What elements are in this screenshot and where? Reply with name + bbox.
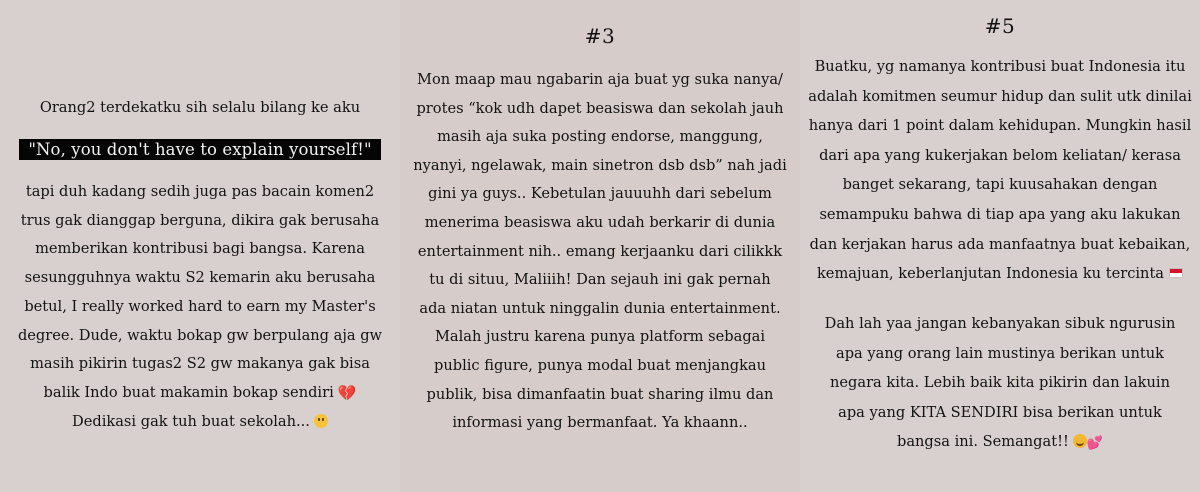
story-panel-1: [0, 0, 400, 492]
intro-text: Orang2 terdekatku sih selalu bilang ke aku: [39, 99, 361, 116]
panel-number: #5: [984, 14, 1016, 38]
hugging-face-icon: [1073, 434, 1087, 448]
story-panel-5: [800, 0, 1200, 492]
body-text-main: tapi duh kadang sedih juga pas bacain komen2 trus gak dianggap berguna, dikira gak berusaha memberikan kontribusi bagi bangsa. Karena sesungguhnya waktu S2 kemarin aku berusaha betul, I really worked hard to earn my Master's degree. Dude, waktu bokap gw berpulang aja gw masih pikirin tugas2 S2 gw makanya gak bisa balik Indo buat makamin bokap sendiri: [17, 183, 383, 401]
body-text-first-content: Buatku, yg namanya kontribusi buat Indonesia itu adalah komitmen seumur hidup dan sulit utk dinilai hanya dari 1 point dalam kehidupan. Mungkin hasil dari apa yang kukerjakan belom keliatan/ kerasa banget sekarang, tapi kuusahakan dengan semampuku bahwa di tiap apa yang aku lakukan dan kerjakan harus ada manfaatnya buat kebaikan, kemajuan, keberlanjutan Indonesia ku tercinta: [808, 58, 1192, 283]
body-text-end: Dedikasi gak tuh buat sekolah...: [72, 412, 310, 430]
panel-number: #3: [584, 24, 616, 48]
pleading-face-icon: [314, 414, 328, 428]
broken-heart-icon: 💔: [337, 383, 357, 402]
highlighted-quote: "No, you don't have to explain yourself!": [19, 139, 380, 160]
indonesia-flag-icon: [1169, 268, 1183, 278]
body-text-first: [800, 52, 1200, 289]
quote-block: [0, 139, 400, 160]
story-panel-3: [400, 0, 800, 492]
two-hearts-icon: 💕: [1086, 436, 1104, 452]
body-text: [0, 178, 400, 436]
body-text: Mon maap mau ngabarin aja buat yg suka nanya/ protes “kok udh dapet beasiswa dan sekolah jauh masih aja suka posting endorse, manggung, nyanyi, ngelawak, main sinetron dsb dsb” nah jadi gini ya guys.. Kebetulan jauuuhh dari sebelum menerima beasiswa aku udah berkarir di dunia entertainment nih.. emang kerjaanku dari cilikkk tu di situu, Maliiih! Dan sejauh ini gak pernah ada niatan untuk ninggalin dunia entertainment. Malah justru karena punya platform sebagai public figure, punya modal buat menjangkau publik, bisa dimanfaatin buat sharing ilmu dan informasi yang bermanfaat. Ya khaann..: [413, 71, 787, 432]
body-text-second: [800, 309, 1200, 459]
body-text-second-content: Dah lah yaa jangan kebanyakan sibuk ngurusin apa yang orang lain mustinya berikan untuk negara kita. Lebih baik kita pikirin dan lakuin apa yang KITA SENDIRI bisa berikan untuk bangsa ini. Semangat!!: [824, 315, 1176, 451]
